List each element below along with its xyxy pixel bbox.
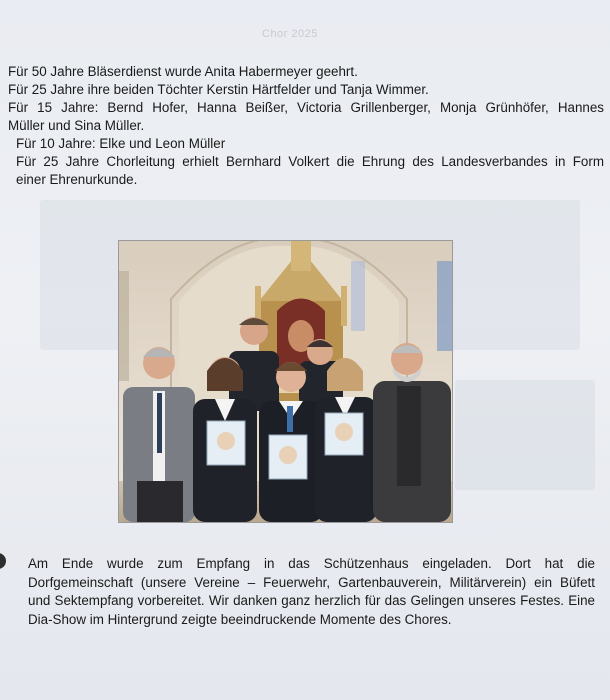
honor-line-25-daughters: Für 25 Jahre ihre beiden Töchter Kerstin Härtfelder und Tanja Wimmer.	[8, 82, 429, 97]
closing-line-1: Am Ende wurde zum Empfang in das Schützenhaus eingeladen. Dort hat die	[28, 556, 595, 571]
closing-line-4: Dia-Show im Hintergrund zeigte beeindruckende Momente des Chores.	[28, 611, 452, 627]
honor-line-15b: Müller und Sina Müller.	[8, 118, 145, 133]
honor-line-choir-leader-a: Für 25 Jahre Chorleitung erhielt Bernhard Volkert die Ehrung des Landesverbandes in Form	[16, 154, 604, 169]
ghost-header: Chor 2025	[262, 28, 318, 40]
bleed-through-block	[455, 380, 595, 490]
group-photo	[118, 240, 453, 523]
group-photo-illustration	[119, 241, 452, 522]
honor-line-50: Für 50 Jahre Bläserdienst wurde Anita Habermeyer geehrt.	[8, 64, 358, 79]
bullet-marker	[0, 553, 6, 569]
honor-line-15a: Für 15 Jahre: Bernd Hofer, Hanna Beißer, Victoria Grillenberger, Monja Grünhöfer, Hannes	[8, 100, 604, 115]
closing-line-2: Dorfgemeinschaft (unsere Vereine – Feuerwehr, Gartenbauverein, Militärverein) ein Büfett	[28, 574, 595, 590]
honor-line-choir-leader-b: einer Ehrenurkunde.	[16, 172, 138, 187]
honors-text	[8, 63, 604, 189]
closing-paragraph	[28, 555, 595, 629]
closing-line-3: und Sektempfang vorbereitet. Wir danken ganz herzlich für das Gelingen unseres Festes. Eine	[28, 593, 595, 608]
honor-line-10: Für 10 Jahre: Elke und Leon Müller	[16, 136, 226, 151]
